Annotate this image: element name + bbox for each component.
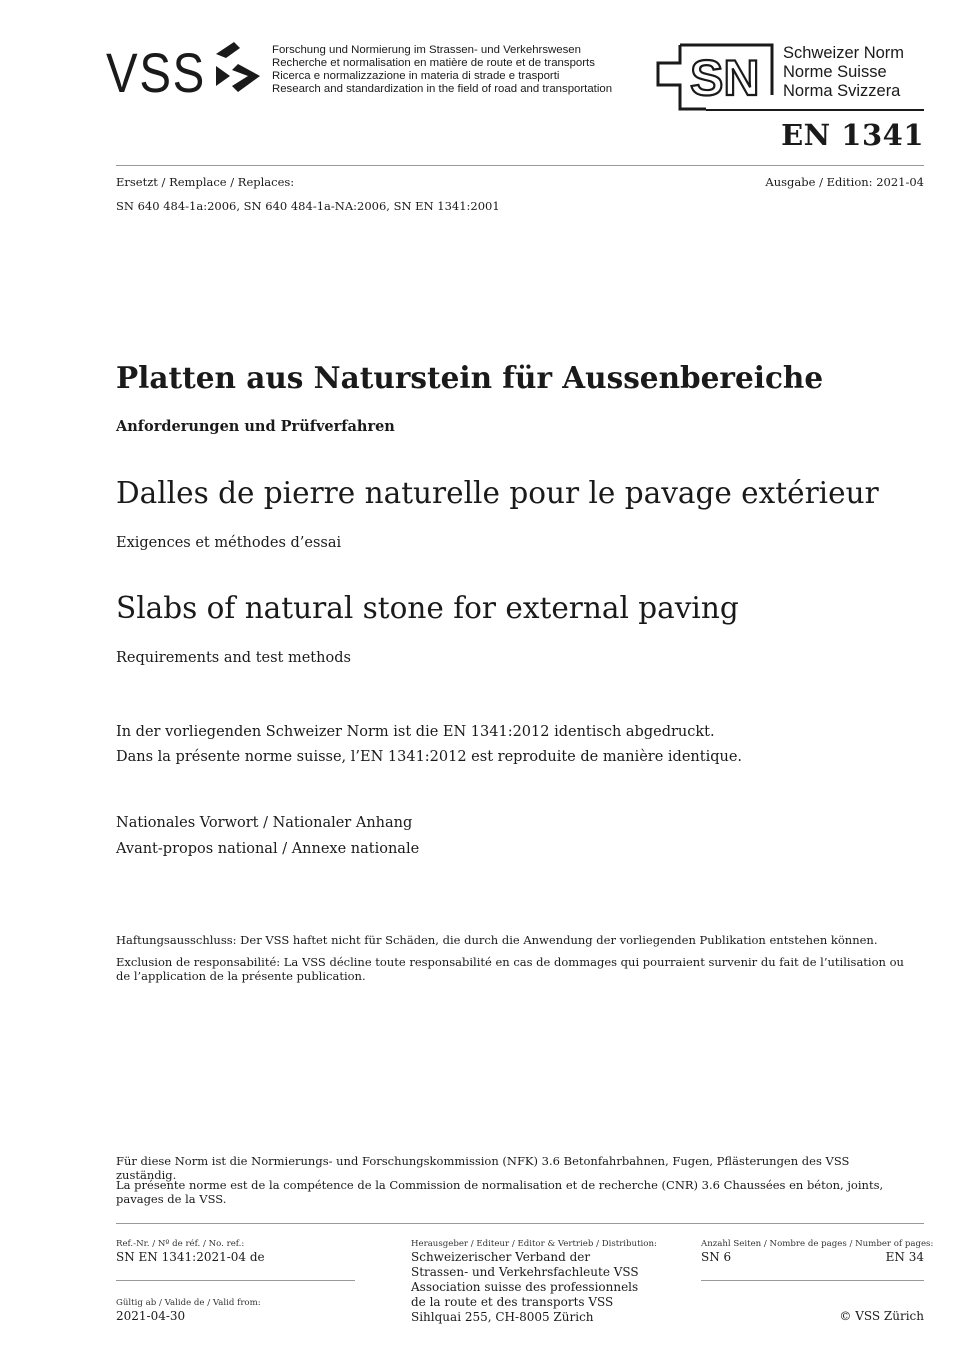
disclaimer-de: Haftungsausschluss: Der VSS haftet nicht für Schäden, die durch die Anwendung der vorliegenden Publikation entstehen können. bbox=[116, 933, 878, 947]
title-french: Dalles de pierre naturelle pour le pavage extérieur bbox=[116, 476, 879, 510]
sn-norm-de: Schweizer Norm bbox=[783, 44, 905, 62]
sn-logo-letters: SN bbox=[690, 50, 760, 106]
page-count-label: Anzahl Seiten / Nombre de pages / Number of pages: bbox=[701, 1239, 934, 1249]
vss-tagline bbox=[272, 44, 612, 96]
publisher-line: de la route et des transports VSS bbox=[411, 1295, 614, 1309]
publisher-line: Sihlquai 255, CH-8005 Zürich bbox=[411, 1310, 594, 1324]
title-german: Platten aus Naturstein für Aussenbereiche bbox=[116, 360, 824, 395]
vss-tagline-de: Forschung und Normierung im Strassen- und Verkehrswesen bbox=[272, 44, 581, 56]
subtitle-french: Exigences et méthodes d’essai bbox=[116, 535, 342, 551]
divider-ref bbox=[116, 1280, 355, 1281]
publisher-address bbox=[411, 1250, 639, 1325]
subtitle-english: Requirements and test methods bbox=[116, 650, 351, 666]
valid-from-label: Gültig ab / Valide de / Valid from: bbox=[116, 1298, 261, 1308]
sn-norm-lines bbox=[783, 44, 904, 101]
publisher-label: Herausgeber / Editeur / Editor & Vertrieb / Distribution: bbox=[411, 1239, 657, 1249]
divider-bottom bbox=[116, 1223, 924, 1224]
publisher-line: Schweizerischer Verband der bbox=[411, 1250, 591, 1264]
divider-pages bbox=[701, 1280, 924, 1281]
identical-reprint-fr: Dans la présente norme suisse, l’EN 1341:2012 est reproduite de manière identique. bbox=[116, 749, 743, 765]
vss-tagline-en: Research and standardization in the field of road and transportation bbox=[272, 83, 613, 95]
valid-from-value: 2021-04-30 bbox=[116, 1309, 186, 1323]
subtitle-german: Anforderungen und Prüfverfahren bbox=[116, 418, 395, 435]
copyright: © VSS Zürich bbox=[839, 1309, 924, 1323]
divider-top bbox=[116, 165, 924, 166]
disclaimer-fr: Exclusion de responsabilité: La VSS décline toute responsabilité en cas de dommages qui pourraient survenir du fait de l’utilisation ou de l’application de la présente publication. bbox=[116, 955, 904, 983]
sn-underline bbox=[706, 109, 924, 111]
standard-number: EN 1341 bbox=[781, 118, 924, 152]
vss-logo bbox=[106, 40, 266, 100]
sn-swiss-cross-logo bbox=[656, 43, 776, 113]
vss-chevron-mark bbox=[216, 42, 260, 92]
publisher-line: Association suisse des professionnels bbox=[411, 1280, 639, 1294]
sn-norm-it: Norma Svizzera bbox=[783, 82, 901, 100]
ref-number-label: Ref.-Nr. / Nº de réf. / No. ref.: bbox=[116, 1239, 245, 1249]
identical-reprint-de: In der vorliegenden Schweizer Norm ist die EN 1341:2012 identisch abgedruckt. bbox=[116, 724, 715, 740]
national-foreword-fr: Avant-propos national / Annexe nationale bbox=[116, 841, 420, 857]
edition-date: Ausgabe / Edition: 2021-04 bbox=[765, 175, 924, 189]
committee-responsibility-de: Für diese Norm ist die Normierungs- und Forschungskommission (NFK) 3.6 Betonfahrbahnen, Fugen, Pflästerungen des VSS zuständig. bbox=[116, 1154, 850, 1182]
ref-number-value: SN EN 1341:2021-04 de bbox=[116, 1250, 265, 1264]
page-count-sn: SN 6 bbox=[701, 1250, 732, 1264]
committee-responsibility-fr: La présente norme est de la compétence de la Commission de normalisation et de recherche (CNR) 3.6 Chaussées en béton, joints, pavages de la VSS. bbox=[116, 1178, 884, 1206]
vss-tagline-it: Ricerca e normalizzazione in materia di strade e trasporti bbox=[272, 70, 560, 82]
sn-norm-fr: Norme Suisse bbox=[783, 63, 887, 81]
replaces-label: Ersetzt / Remplace / Replaces: bbox=[116, 175, 295, 189]
replaces-list: SN 640 484-1a:2006, SN 640 484-1a-NA:2006, SN EN 1341:2001 bbox=[116, 199, 500, 213]
title-english: Slabs of natural stone for external paving bbox=[116, 591, 739, 625]
vss-logo-letters: VSS bbox=[106, 41, 206, 100]
national-foreword-de: Nationales Vorwort / Nationaler Anhang bbox=[116, 815, 413, 831]
vss-tagline-fr: Recherche et normalisation en matière de route et de transports bbox=[272, 57, 595, 69]
publisher-line: Strassen- und Verkehrsfachleute VSS bbox=[411, 1265, 639, 1279]
page-count-en: EN 34 bbox=[885, 1250, 924, 1264]
